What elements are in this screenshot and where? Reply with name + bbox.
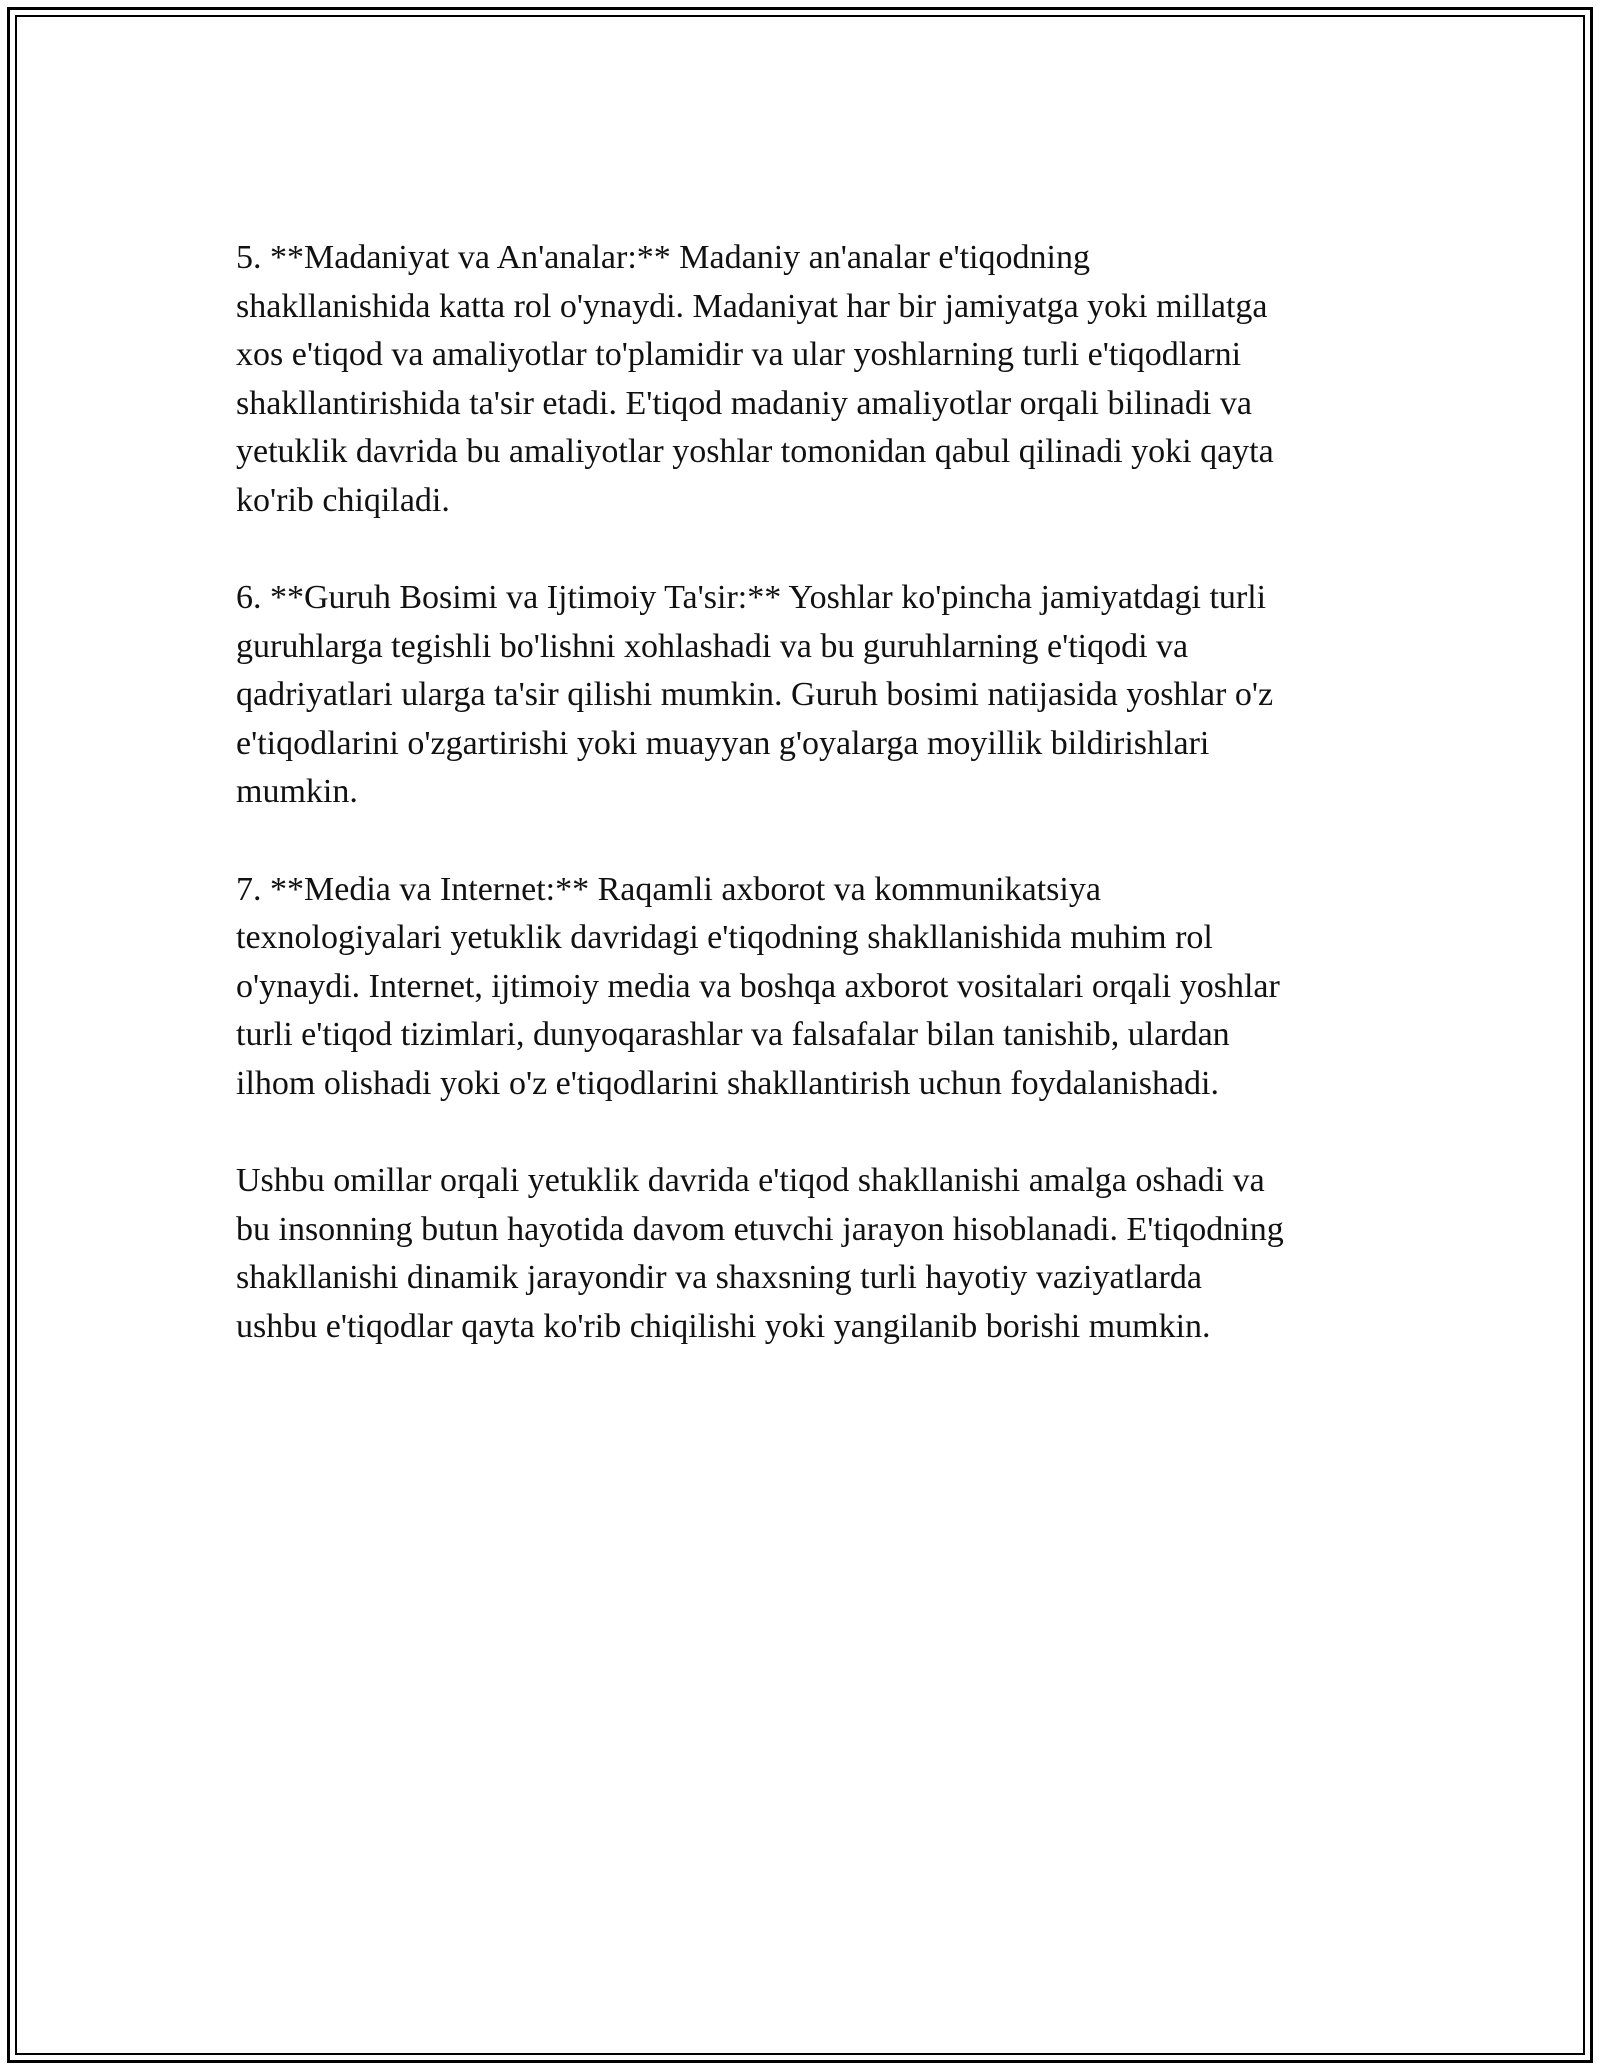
text-line: shakllantirishida ta'sir etadi. E'tiqod madaniy amaliyotlar orqali bilinadi va [236, 384, 1252, 422]
text-line: texnologiyalari yetuklik davridagi e'tiqodning shakllanishida muhim rol [236, 919, 1213, 956]
text-line: bu insonning butun hayotida davom etuvchi jarayon hisoblanadi. E'tiqodning [236, 1210, 1284, 1248]
document-body [236, 234, 1386, 1400]
text-line: yetuklik davrida bu amaliyotlar yoshlar tomonidan qabul qilinadi yoki qayta [236, 433, 1274, 470]
text-line: o'ynaydi. Internet, ijtimoiy media va boshqa axborot vositalari orqali yoshlar [236, 967, 1280, 1005]
paragraph-madaniyat [236, 234, 1386, 525]
text-line: ilhom olishadi yoki o'z e'tiqodlarini shakllantirish uchun foydalanishadi. [236, 1064, 1219, 1102]
text-line: turli e'tiqod tizimlari, dunyoqarashlar va falsafalar bilan tanishib, ulardan [236, 1016, 1230, 1053]
text-line: ushbu e'tiqodlar qayta ko'rib chiqilishi yoki yangilanib borishi mumkin. [236, 1307, 1211, 1345]
text-line: 6. **Guruh Bosimi va Ijtimoiy Ta'sir:** Yoshlar ko'pincha jamiyatdagi turli [236, 579, 1267, 616]
text-line: 7. **Media va Internet:** Raqamli axborot va kommunikatsiya [236, 870, 1101, 908]
text-line: guruhlarga tegishli bo'lishni xohlashadi va bu guruhlarning e'tiqodi va [236, 627, 1189, 665]
text-line: qadriyatlari ularga ta'sir qilishi mumkin. Guruh bosimi natijasida yoshlar o'z [236, 676, 1274, 713]
text-line: Ushbu omillar orqali yetuklik davrida e'tiqod shakllanishi amalga oshadi va [236, 1162, 1265, 1199]
text-line: shakllanishi dinamik jarayondir va shaxsning turli hayotiy vaziyatlarda [236, 1259, 1202, 1296]
text-line: xos e'tiqod va amaliyotlar to'plamidir va ular yoshlarning turli e'tiqodlarni [236, 336, 1242, 373]
text-line: ko'rib chiqiladi. [236, 481, 450, 519]
paragraph-guruh-bosimi [236, 574, 1386, 817]
paragraph-media-internet [236, 866, 1386, 1109]
text-line: mumkin. [236, 773, 358, 810]
text-line: 5. **Madaniyat va An'analar:** Madaniy an'analar e'tiqodning [236, 239, 1090, 276]
paragraph-conclusion [236, 1157, 1386, 1351]
text-line: e'tiqodlarini o'zgartirishi yoki muayyan g'oyalarga moyillik bildirishlari [236, 724, 1210, 762]
text-line: shakllanishida katta rol o'ynaydi. Madaniyat har bir jamiyatga yoki millatga [236, 287, 1268, 325]
